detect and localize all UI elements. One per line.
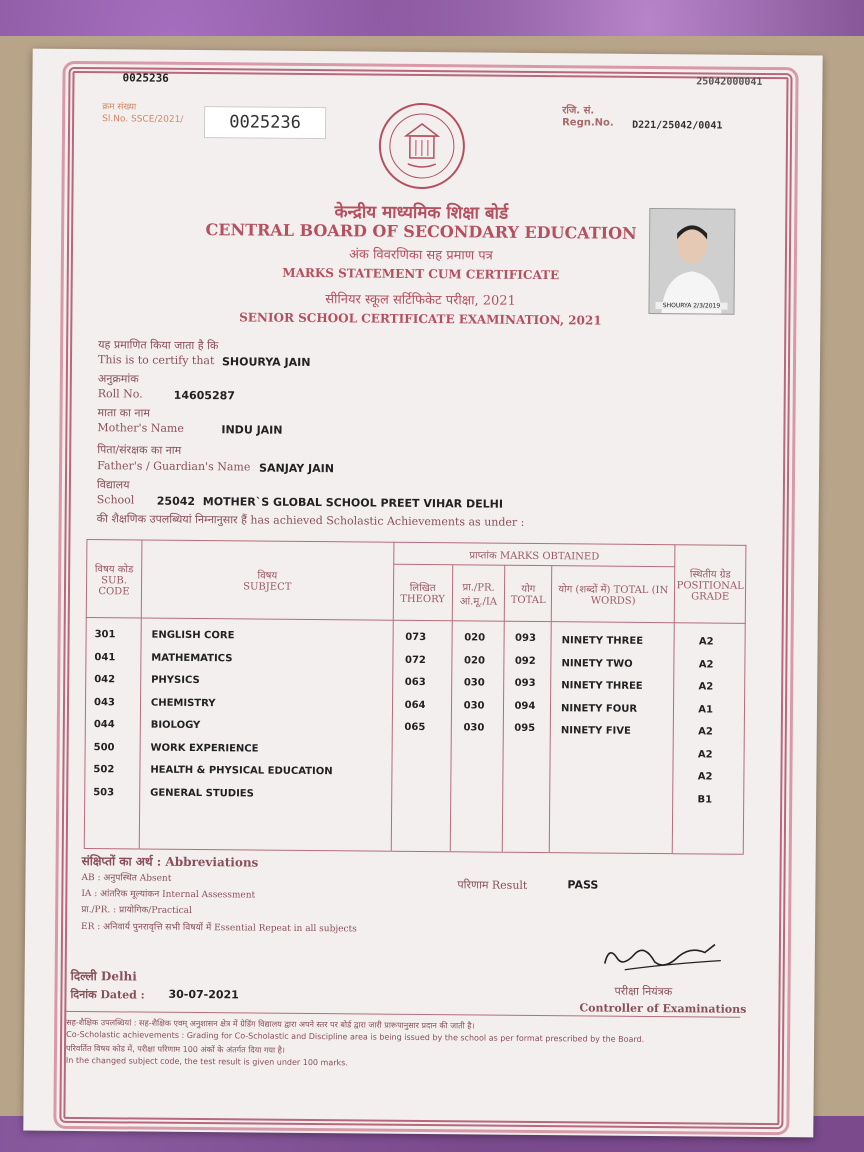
serial-number-top: 0025236 [122,71,169,85]
theory-marks: 064 [404,699,426,711]
exam-title: SENIOR SCHOOL CERTIFICATE EXAMINATION, 2021 [239,310,602,328]
sub-code: 041 [94,651,116,663]
header-total: योग TOTAL [505,565,552,621]
footnote-hindi-1: सह-शैक्षिक उपलब्धियां : सह-शैक्षिक एवम् अनुशासन क्षेत्र में ग्रेडिंग विद्यालय द्वारा अपने स्तर पर बोर्ड द्वारा जारी प्रारूपानुसार प्रदान की जाती है। [66,1017,475,1031]
practical-marks: 020 [464,654,485,667]
father-label: Father's / Guardian's Name [97,459,251,474]
theory-marks: 063 [404,676,426,689]
subject-name: HEALTH & PHYSICAL EDUCATION [150,764,333,778]
serial-number: 0025236 [204,106,326,139]
positional-grade: A2 [698,681,714,693]
person-icon [649,209,734,314]
school-code: 25042 [156,494,196,509]
cbse-seal-icon [376,100,469,193]
subject-name: PHYSICS [151,674,200,687]
footnote-hindi-2: परिवर्तित विषय कोड में, परीक्षा परिणाम 100 अंकों के अंतर्गत दिया गया है। [65,1043,285,1055]
subject-name: WORK EXPERIENCE [150,742,259,755]
header-marks-obtained: प्राप्तांक MARKS OBTAINED [393,542,675,566]
positional-grade: A1 [698,703,714,716]
theory-marks: 072 [404,654,426,666]
mother-label: Mother's Name [97,421,184,435]
footnote-english-1: Co-Scholastic achievements : Grading for Co-Scholastic and Discipline area is being issued by the school as per format prescribed by the Board. [66,1029,645,1044]
total-in-words: NINETY FIVE [560,725,631,737]
abbreviations-title: संक्षिप्तों का अर्थ : Abbreviations [81,854,259,870]
father-label-hindi: पिता/संरक्षक का नाम [97,443,182,457]
sub-code: 500 [93,741,115,753]
positional-grade: A2 [697,771,713,783]
total-marks: 094 [514,700,536,712]
certify-label-hindi: यह प्रमाणित किया जाता है कि [98,338,219,353]
photo-caption: SHOURYA 2/3/2019 [655,302,727,310]
codes-column [84,618,141,849]
mother-name: INDU JAIN [221,423,283,437]
school-label: School [96,493,135,507]
total-in-words: NINETY THREE [561,680,643,692]
positional-grade: A2 [698,726,713,738]
achievements-line: की शैक्षणिक उपलब्धियां निम्नानुसार हैं has achieved Scholastic Achievements as under : [96,512,525,529]
roll-label: Roll No. [97,387,143,401]
positional-grade: A2 [697,748,713,761]
roll-label-hindi: अनुक्रमांक [97,372,139,386]
abbr-absent: AB : अनुपस्थित Absent [81,873,172,884]
certify-label: This is to certify that [97,353,215,368]
theory-marks: 073 [405,631,427,644]
subjects-column [139,618,393,851]
header-practical: प्रा./PR. आं.मू./IA [452,565,505,621]
total-column [503,621,552,852]
practical-marks: 030 [463,722,485,734]
sub-code: 043 [93,696,115,708]
total-marks: 092 [514,655,536,667]
sub-code: 042 [94,674,116,686]
exam-title-hindi: सीनियर स्कूल सर्टिफिकेट परीक्षा, 2021 [325,292,516,309]
document-title-hindi: अंक विवरणिका सह प्रमाण पत्र [348,247,493,264]
roll-number: 14605287 [173,388,236,403]
result-value: PASS [567,878,599,892]
practical-marks: 030 [463,677,485,689]
total-in-words: NINETY THREE [561,635,644,647]
dated-value: 30-07-2021 [168,987,239,1002]
board-name-hindi: केन्द्रीय माध्यमिक शिक्षा बोर्ड [334,202,509,224]
student-name: SHOURYA JAIN [221,355,311,370]
father-name: SANJAY JAIN [259,461,335,476]
words-column [549,622,674,854]
abbr-repeat: ER : अनिवार्य पुनरावृत्ति सभी विषयों में Essential Repeat in all subjects [81,922,357,935]
mother-label-hindi: माता का नाम [97,406,150,420]
marks-certificate [23,49,822,1138]
practical-marks: 030 [463,699,485,712]
subject-name: BIOLOGY [150,719,201,732]
registration-top: 25042000041 [696,76,763,88]
total-marks: 095 [514,722,536,734]
registration-label: रजि. सं. Regn.No. [562,105,614,129]
header-theory: लिखित THEORY [393,564,453,621]
controller-title-hindi: परीक्षा नियंत्रक [614,984,673,999]
board-name: CENTRAL BOARD OF SECONDARY EDUCATION [205,220,637,243]
student-photo [648,208,735,315]
subject-name: ENGLISH CORE [151,629,235,642]
school-label-hindi: विद्यालय [96,478,130,492]
total-marks: 093 [514,677,536,689]
total-in-words: NINETY TWO [561,657,633,670]
positional-grade: A2 [698,636,714,648]
total-in-words: NINETY FOUR [561,702,638,715]
sub-code: 502 [93,764,115,776]
controller-signature [595,934,725,983]
registration-number: D221/25042/0041 [632,119,723,132]
grades-column [673,623,746,855]
theory-column [391,620,452,852]
total-marks: 093 [515,632,536,644]
marks-table [84,539,747,855]
subject-name: MATHEMATICS [151,652,233,664]
sub-code: 503 [93,786,115,798]
sub-code: 044 [93,719,115,731]
dated-label: दिनांक Dated : [70,987,145,1002]
theory-marks: 065 [404,721,426,734]
header-sub-code: विषय कोड SUB. CODE [86,540,142,618]
header-grade: स्थितीय ग्रेड POSITIONAL GRADE [675,545,746,624]
abbr-practical: प्रा./PR. : प्रायोगिक/Practical [81,905,192,916]
footnote-english-2: In the changed subject code, the test result is given under 100 marks. [65,1055,348,1068]
positional-grade: A2 [698,658,714,671]
serial-label: क्रम संख्या Sl.No. SSCE/2021/ [102,102,184,125]
result-label: परिणाम Result [457,878,528,892]
subject-name: GENERAL STUDIES [150,787,254,800]
abbr-internal: IA : आंतरिक मूल्यांकन Internal Assessment [81,889,256,901]
sub-code: 301 [94,629,116,641]
subject-name: CHEMISTRY [150,697,216,709]
positional-grade: B1 [697,793,713,806]
place: दिल्ली Delhi [70,968,137,984]
practical-column [450,621,505,852]
header-total-words: योग (शब्दों में) TOTAL (IN WORDS) [551,566,675,623]
school-name: MOTHER`S GLOBAL SCHOOL PREET VIHAR DELHI [202,495,504,511]
document-title: MARKS STATEMENT CUM CERTIFICATE [282,265,560,283]
controller-title: Controller of Examinations [579,1001,747,1016]
header-subject: विषय SUBJECT [141,540,393,620]
practical-marks: 020 [464,632,486,644]
